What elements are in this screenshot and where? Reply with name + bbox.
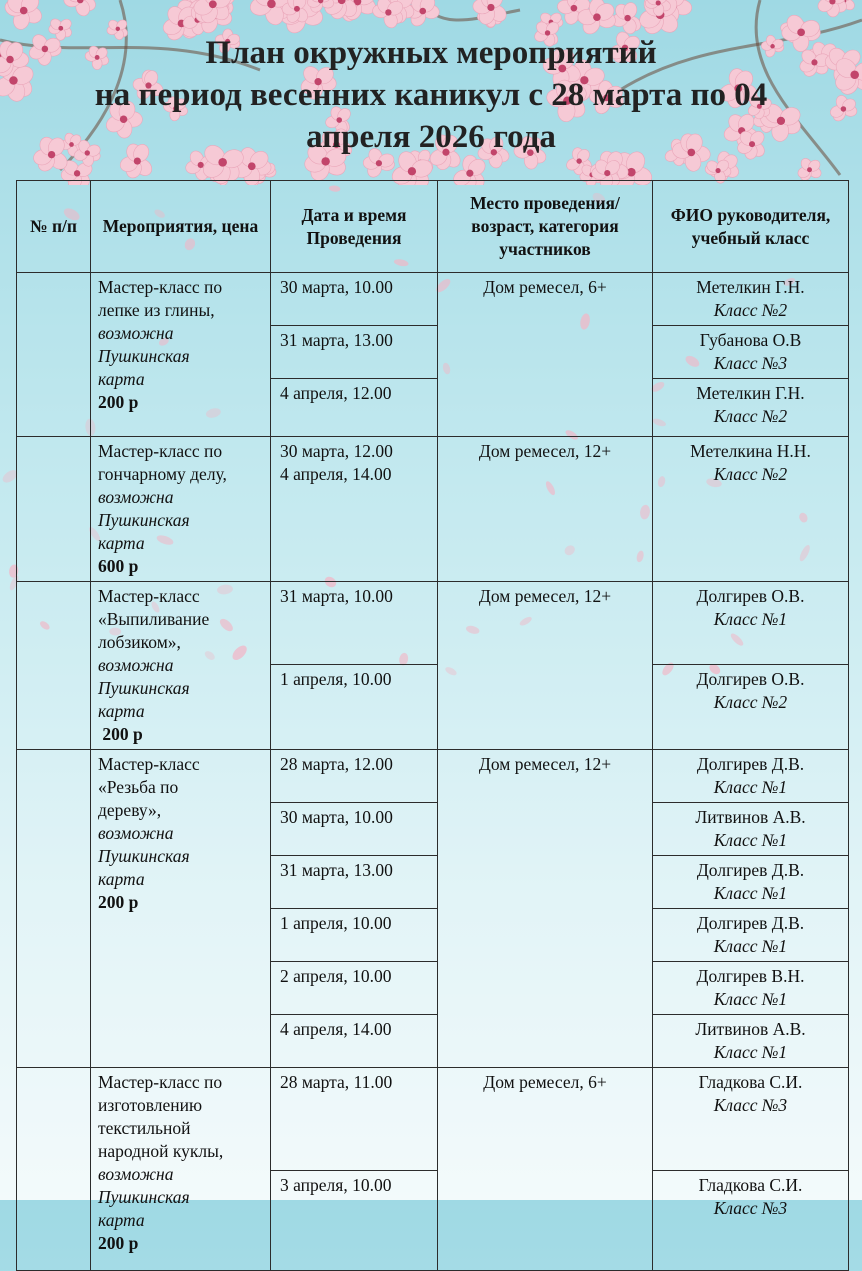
session-leader-cell (653, 909, 849, 962)
session-leader-cell (653, 379, 849, 437)
session-date: 4 апреля, 14.00 (271, 1015, 438, 1068)
leader-name: Долгирев В.Н. (696, 966, 805, 986)
event-note-line: карта (98, 701, 145, 721)
event-note-line: Пушкинская (98, 846, 190, 866)
event-price: 600 р (98, 556, 139, 576)
table-row (17, 582, 849, 665)
session-date: 30 марта, 10.00 (271, 803, 438, 856)
event-place: Дом ремесел, 6+ (438, 1068, 653, 1271)
session-date: 28 марта, 11.00 (271, 1068, 438, 1171)
blossom-flower (372, 0, 406, 30)
event-name-line: «Резьба по (98, 777, 179, 797)
session-date: 31 марта, 10.00 (271, 582, 438, 665)
event-note-line: Пушкинская (98, 510, 190, 530)
event-name-line: «Выпиливание (98, 609, 210, 629)
leader-class: Класс №3 (713, 1198, 788, 1218)
event-price: 200 р (98, 892, 139, 912)
leader-name: Метелкина Н.Н. (690, 441, 811, 461)
leader-class: Класс №1 (713, 1042, 788, 1062)
session-leader-cell (653, 856, 849, 909)
event-note-line: Пушкинская (98, 346, 190, 366)
leader-class: Класс №3 (713, 353, 788, 373)
blossom-flower (816, 0, 849, 17)
session-date: 31 марта, 13.00 (271, 856, 438, 909)
leader-name: Метелкин Г.Н. (696, 277, 805, 297)
leader-class: Класс №1 (713, 609, 788, 629)
blossom-flower (611, 1, 644, 35)
event-name-line: Мастер-класс по (98, 441, 223, 461)
table-header-row (17, 181, 849, 273)
event-name-line: гончарному делу, (98, 464, 227, 484)
leader-class: Класс №2 (713, 464, 788, 484)
event-name-line: текстильной (98, 1118, 191, 1138)
session-leader-cell (653, 273, 849, 326)
leader-name: Литвинов А.В. (695, 807, 806, 827)
event-name-line: Мастер-класс по (98, 277, 223, 297)
session-leader-cell (653, 1015, 849, 1068)
event-name-line: изготовлению (98, 1095, 203, 1115)
leader-name: Долгирев Д.В. (696, 913, 805, 933)
session-date: 2 апреля, 10.00 (271, 962, 438, 1015)
leader-name: Долгирев Д.В. (696, 860, 805, 880)
session-leader-cell (653, 665, 849, 750)
leader-name: Долгирев О.В. (696, 669, 805, 690)
header-event: Мероприятия, цена (91, 181, 271, 273)
event-title-cell (91, 750, 271, 1068)
leader-class: Класс №3 (713, 1095, 788, 1115)
leader-class: Класс №1 (713, 936, 788, 956)
event-num-cell (17, 750, 91, 1068)
header-place: Место проведения/ возраст, категория участников (438, 181, 653, 273)
event-note-line: возможна (98, 1164, 174, 1184)
session-leader-cell (653, 1068, 849, 1171)
table-row (17, 750, 849, 803)
leader-name: Долгирев Д.В. (696, 754, 805, 774)
event-title-cell (91, 1068, 271, 1271)
event-num-cell (17, 582, 91, 750)
event-note-line: возможна (98, 487, 174, 507)
event-price: 200 р (98, 392, 139, 412)
session-date: 28 марта, 12.00 (271, 750, 438, 803)
event-place: Дом ремесел, 12+ (438, 437, 653, 582)
event-name-line: Мастер-класс (98, 754, 200, 774)
event-place: Дом ремесел, 6+ (438, 273, 653, 437)
leader-name: Литвинов А.В. (695, 1019, 806, 1039)
leader-name: Метелкин Г.Н. (696, 383, 805, 403)
leader-name: Гладкова С.И. (698, 1072, 803, 1092)
event-name-line: Мастер-класс (98, 586, 200, 606)
event-title-cell (91, 582, 271, 750)
event-note-line: возможна (98, 823, 174, 843)
event-name-line: лобзиком», (98, 632, 181, 652)
session-leader-cell (653, 803, 849, 856)
session-date: 30 марта, 10.00 (271, 273, 438, 326)
event-note-line: карта (98, 869, 145, 889)
event-num-cell (17, 1068, 91, 1271)
event-note-line: возможна (98, 323, 174, 343)
session-leader-cell (653, 582, 849, 665)
event-num-cell (17, 273, 91, 437)
event-price: 200 р (98, 1233, 139, 1253)
session-leader-cell (653, 437, 849, 582)
leader-class: Класс №1 (713, 830, 788, 850)
table-row (17, 437, 849, 582)
event-note-line: карта (98, 1210, 145, 1230)
header-date: Дата и время Проведения (271, 181, 438, 273)
event-note-line: Пушкинская (98, 1187, 190, 1207)
leader-class: Класс №2 (713, 300, 788, 320)
session-leader-cell (653, 962, 849, 1015)
blossom-flower (3, 0, 44, 31)
event-name-line: Мастер-класс по (98, 1072, 223, 1092)
page-title (0, 32, 862, 158)
title-line-2: на период весенних каникул с 28 марта по 04 (94, 77, 768, 113)
session-date: 4 апреля, 14.00 (280, 464, 392, 484)
event-place: Дом ремесел, 12+ (438, 750, 653, 1068)
session-date-cell (271, 437, 438, 582)
blossom-flower (64, 0, 98, 18)
session-leader-cell (653, 750, 849, 803)
header-num: № п/п (17, 181, 91, 273)
session-leader-cell (653, 326, 849, 379)
leader-class: Класс №2 (713, 692, 788, 713)
event-num-cell (17, 437, 91, 582)
event-title-cell (91, 437, 271, 582)
leader-name: Долгирев О.В. (696, 586, 805, 606)
leader-class: Класс №1 (713, 777, 788, 797)
event-name-line: лепке из глины, (98, 300, 215, 320)
session-date: 31 марта, 13.00 (271, 326, 438, 379)
event-note-line: Пушкинская (98, 678, 190, 698)
leader-class: Класс №1 (713, 883, 788, 903)
event-place: Дом ремесел, 12+ (438, 582, 653, 750)
session-date: 1 апреля, 10.00 (271, 665, 438, 750)
leader-class: Класс №2 (713, 406, 788, 426)
title-line-1: План окружных мероприятий (205, 35, 657, 71)
table-row (17, 1068, 849, 1171)
event-price: 200 р (98, 724, 143, 744)
event-name-line: дереву», (98, 800, 162, 820)
event-title-cell (91, 273, 271, 437)
session-leader-cell (653, 1171, 849, 1271)
header-leader: ФИО руководителя, учебный класс (653, 181, 849, 273)
leader-name: Губанова О.В (699, 330, 802, 350)
session-date: 30 марта, 12.00 (280, 441, 393, 461)
table-row (17, 273, 849, 326)
event-note-line: возможна (98, 655, 174, 675)
leader-class: Класс №1 (713, 989, 788, 1009)
title-line-3: апреля 2026 года (306, 119, 556, 155)
events-table (16, 180, 849, 1271)
event-note-line: карта (98, 533, 145, 553)
session-date: 3 апреля, 10.00 (271, 1171, 438, 1271)
leader-name: Гладкова С.И. (698, 1175, 803, 1195)
session-date: 4 апреля, 12.00 (271, 379, 438, 437)
event-name-line: народной куклы, (98, 1141, 224, 1161)
event-note-line: карта (98, 369, 145, 389)
session-date: 1 апреля, 10.00 (271, 909, 438, 962)
blossom-flower (796, 157, 823, 183)
